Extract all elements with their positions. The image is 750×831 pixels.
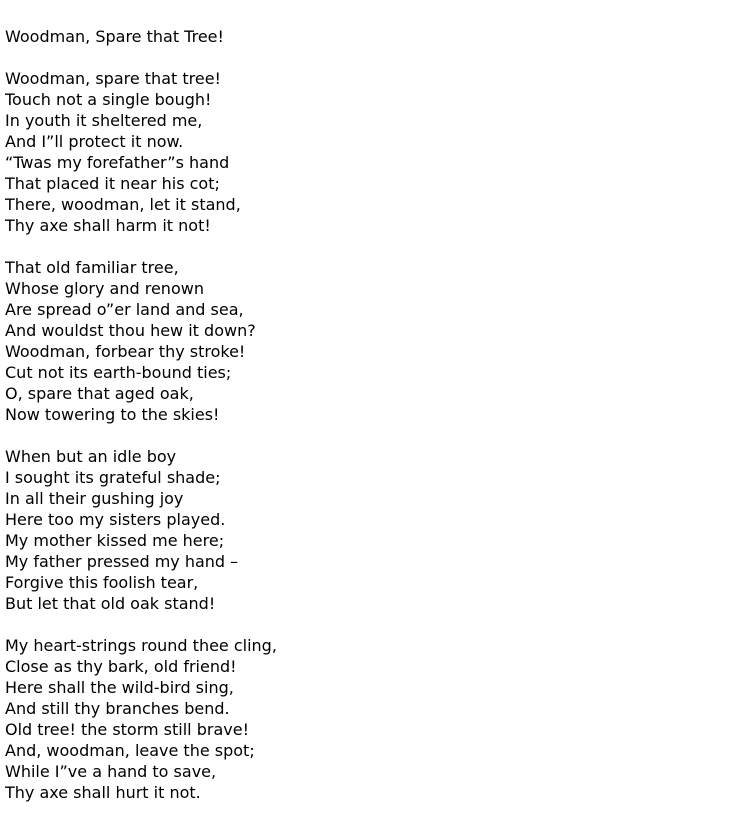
poem-line: Woodman, spare that tree! xyxy=(5,69,221,88)
poem-line: Close as thy bark, old friend! xyxy=(5,657,237,676)
poem-line: And wouldst thou hew it down? xyxy=(5,321,256,340)
poem-line: That placed it near his cot; xyxy=(5,174,220,193)
poem-line: And I”ll protect it now. xyxy=(5,132,184,151)
poem-line: Forgive this foolish tear, xyxy=(5,573,199,592)
poem-line: There, woodman, let it stand, xyxy=(5,195,241,214)
poem-line: That old familiar tree, xyxy=(5,258,179,277)
poem-line: In all their gushing joy xyxy=(5,489,184,508)
poem-line: Touch not a single bough! xyxy=(5,90,212,109)
poem-line: O, spare that aged oak, xyxy=(5,384,194,403)
poem-line: In youth it sheltered me, xyxy=(5,111,203,130)
poem-line: And still thy branches bend. xyxy=(5,699,230,718)
poem-line: Whose glory and renown xyxy=(5,279,204,298)
poem-line: Here shall the wild-bird sing, xyxy=(5,678,234,697)
poem-title: Woodman, Spare that Tree! xyxy=(5,27,224,46)
poem-line: “Twas my forefather”s hand xyxy=(5,153,230,172)
poem-line: Thy axe shall harm it not! xyxy=(5,216,211,235)
poem-line: My father pressed my hand – xyxy=(5,552,239,571)
stanza-3 xyxy=(5,446,745,614)
poem-line: Now towering to the skies! xyxy=(5,405,220,424)
poem-line: Old tree! the storm still brave! xyxy=(5,720,249,739)
poem-line: And, woodman, leave the spot; xyxy=(5,741,255,760)
poem-line: Thy axe shall hurt it not. xyxy=(5,783,201,802)
poem-line: Here too my sisters played. xyxy=(5,510,226,529)
poem-line: Woodman, forbear thy stroke! xyxy=(5,342,246,361)
stanza-4 xyxy=(5,635,745,803)
poem-line: My mother kissed me here; xyxy=(5,531,225,550)
poem-line: When but an idle boy xyxy=(5,447,177,466)
stanza-2 xyxy=(5,257,745,425)
poem-line: Are spread o”er land and sea, xyxy=(5,300,244,319)
poem-page xyxy=(5,26,745,803)
poem-line: My heart-strings round thee cling, xyxy=(5,636,277,655)
poem-line: While I”ve a hand to save, xyxy=(5,762,217,781)
stanza-1 xyxy=(5,68,745,236)
poem-line: Cut not its earth-bound ties; xyxy=(5,363,232,382)
poem-line: I sought its grateful shade; xyxy=(5,468,221,487)
poem-line: But let that old oak stand! xyxy=(5,594,216,613)
